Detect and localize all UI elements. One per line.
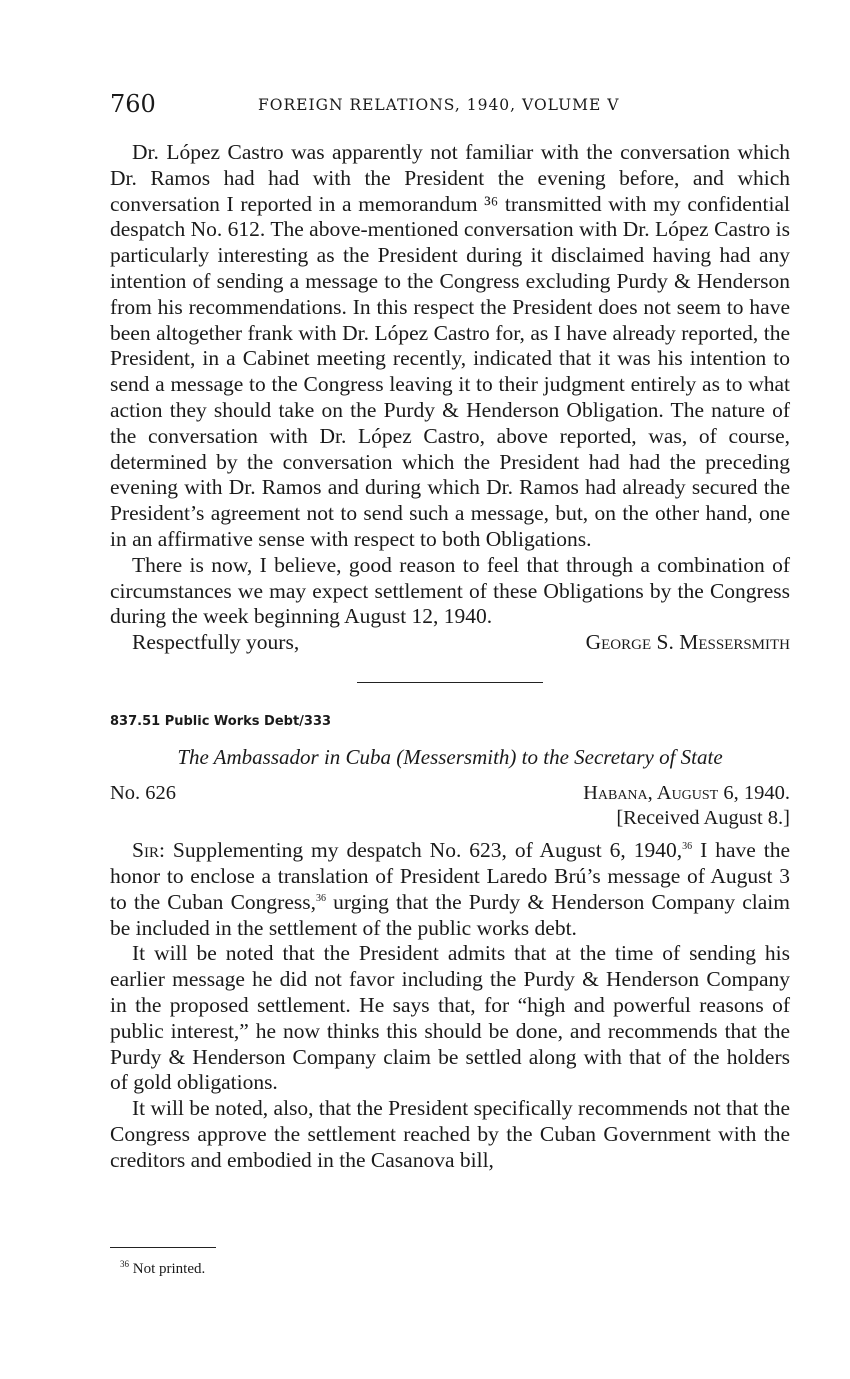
closing: Respectfully yours, — [132, 630, 300, 655]
signature: George S. Messersmith — [585, 630, 790, 655]
file-reference: 837.51 Public Works Debt/333 — [110, 713, 332, 729]
footnote-divider — [110, 1247, 216, 1248]
footnote-ref: 36 — [315, 892, 326, 904]
salutation: Sir: — [132, 838, 165, 863]
page-number: 760 — [110, 90, 156, 118]
paragraph: Dr. López Castro was apparently not familiar with the conversation which Dr. Ramos had had with the President the evening before, and which conversation I reported in a memorandum ³⁶ transmitted with my confidential despatch No. 612. The above-mentioned conversation with Dr. López Castro is particularly interesting as the President during it disclaimed having had any intention of sending a message to the Congress excluding Purdy & Henderson from his recommendations. In this respect the President does not seem to have been altogether frank with Dr. López Castro for, as I have already reported, the President, in a Cabinet meeting recently, indicated that it was his intention to send a message to the Congress leaving it to their judgment entirely as to what action they should take on the Purdy & Henderson Obligation. The nature of the conversation with Dr. López Castro, above reported, was, of course, determined by the conversation which the President had had the preceding evening with Dr. Ramos and during which Dr. Ramos had already secured the President’s agreement not to send such a message, but, on the other hand, one in an affirmative sense with respect to both Obligations. — [110, 140, 790, 551]
footnote-marker: 36 — [120, 1259, 129, 1269]
section-divider — [357, 682, 543, 683]
place-date: Habana, August 6, 1940. — [583, 781, 790, 804]
received-date: [Received August 8.] — [616, 807, 790, 830]
paragraph — [110, 838, 790, 941]
paragraph: There is now, I believe, good reason to feel that through a combination of circumstances we may expect settlement of these Obligations by the Congress during the week beginning August 12, 1940. — [110, 552, 790, 629]
footnote-text: Not printed. — [132, 1261, 206, 1277]
paragraph: It will be noted, also, that the President specifically recommends not that the Congress approve the settlement reached by the Cuban Government with the creditors and embodied in the Casanova bill, — [110, 1096, 790, 1172]
page-header — [110, 90, 790, 122]
footnote — [120, 1261, 205, 1278]
body-text — [110, 140, 790, 1173]
footnote-ref: 36 — [682, 840, 693, 852]
running-title: FOREIGN RELATIONS, 1940, VOLUME V — [258, 96, 620, 114]
paragraph: It will be noted that the President admits that at the time of sending his earlier message he did not favor including the Purdy & Henderson Company in the proposed settlement. He says that, for “high and powerful reasons of public interest,” he now thinks this should be done, and recommends that the Purdy & Henderson Company claim be settled along with that of the holders of gold obligations. — [110, 941, 790, 1095]
document-title: The Ambassador in Cuba (Messersmith) to the Secretary of State — [177, 744, 723, 769]
paragraph-text: I have the honor to enclose a translation of President Laredo Brú’s message of August 3 to the Cuban Congress, — [110, 838, 791, 914]
paragraph-text: urging that the Purdy & Henderson Company claim be included in the settlement of the public works debt. — [110, 889, 790, 940]
sign-off — [110, 630, 790, 656]
paragraph-text: Supplementing my despatch No. 623, of August 6, 1940, — [172, 838, 683, 863]
despatch-line — [110, 781, 790, 807]
despatch-number: No. 626 — [110, 781, 177, 804]
